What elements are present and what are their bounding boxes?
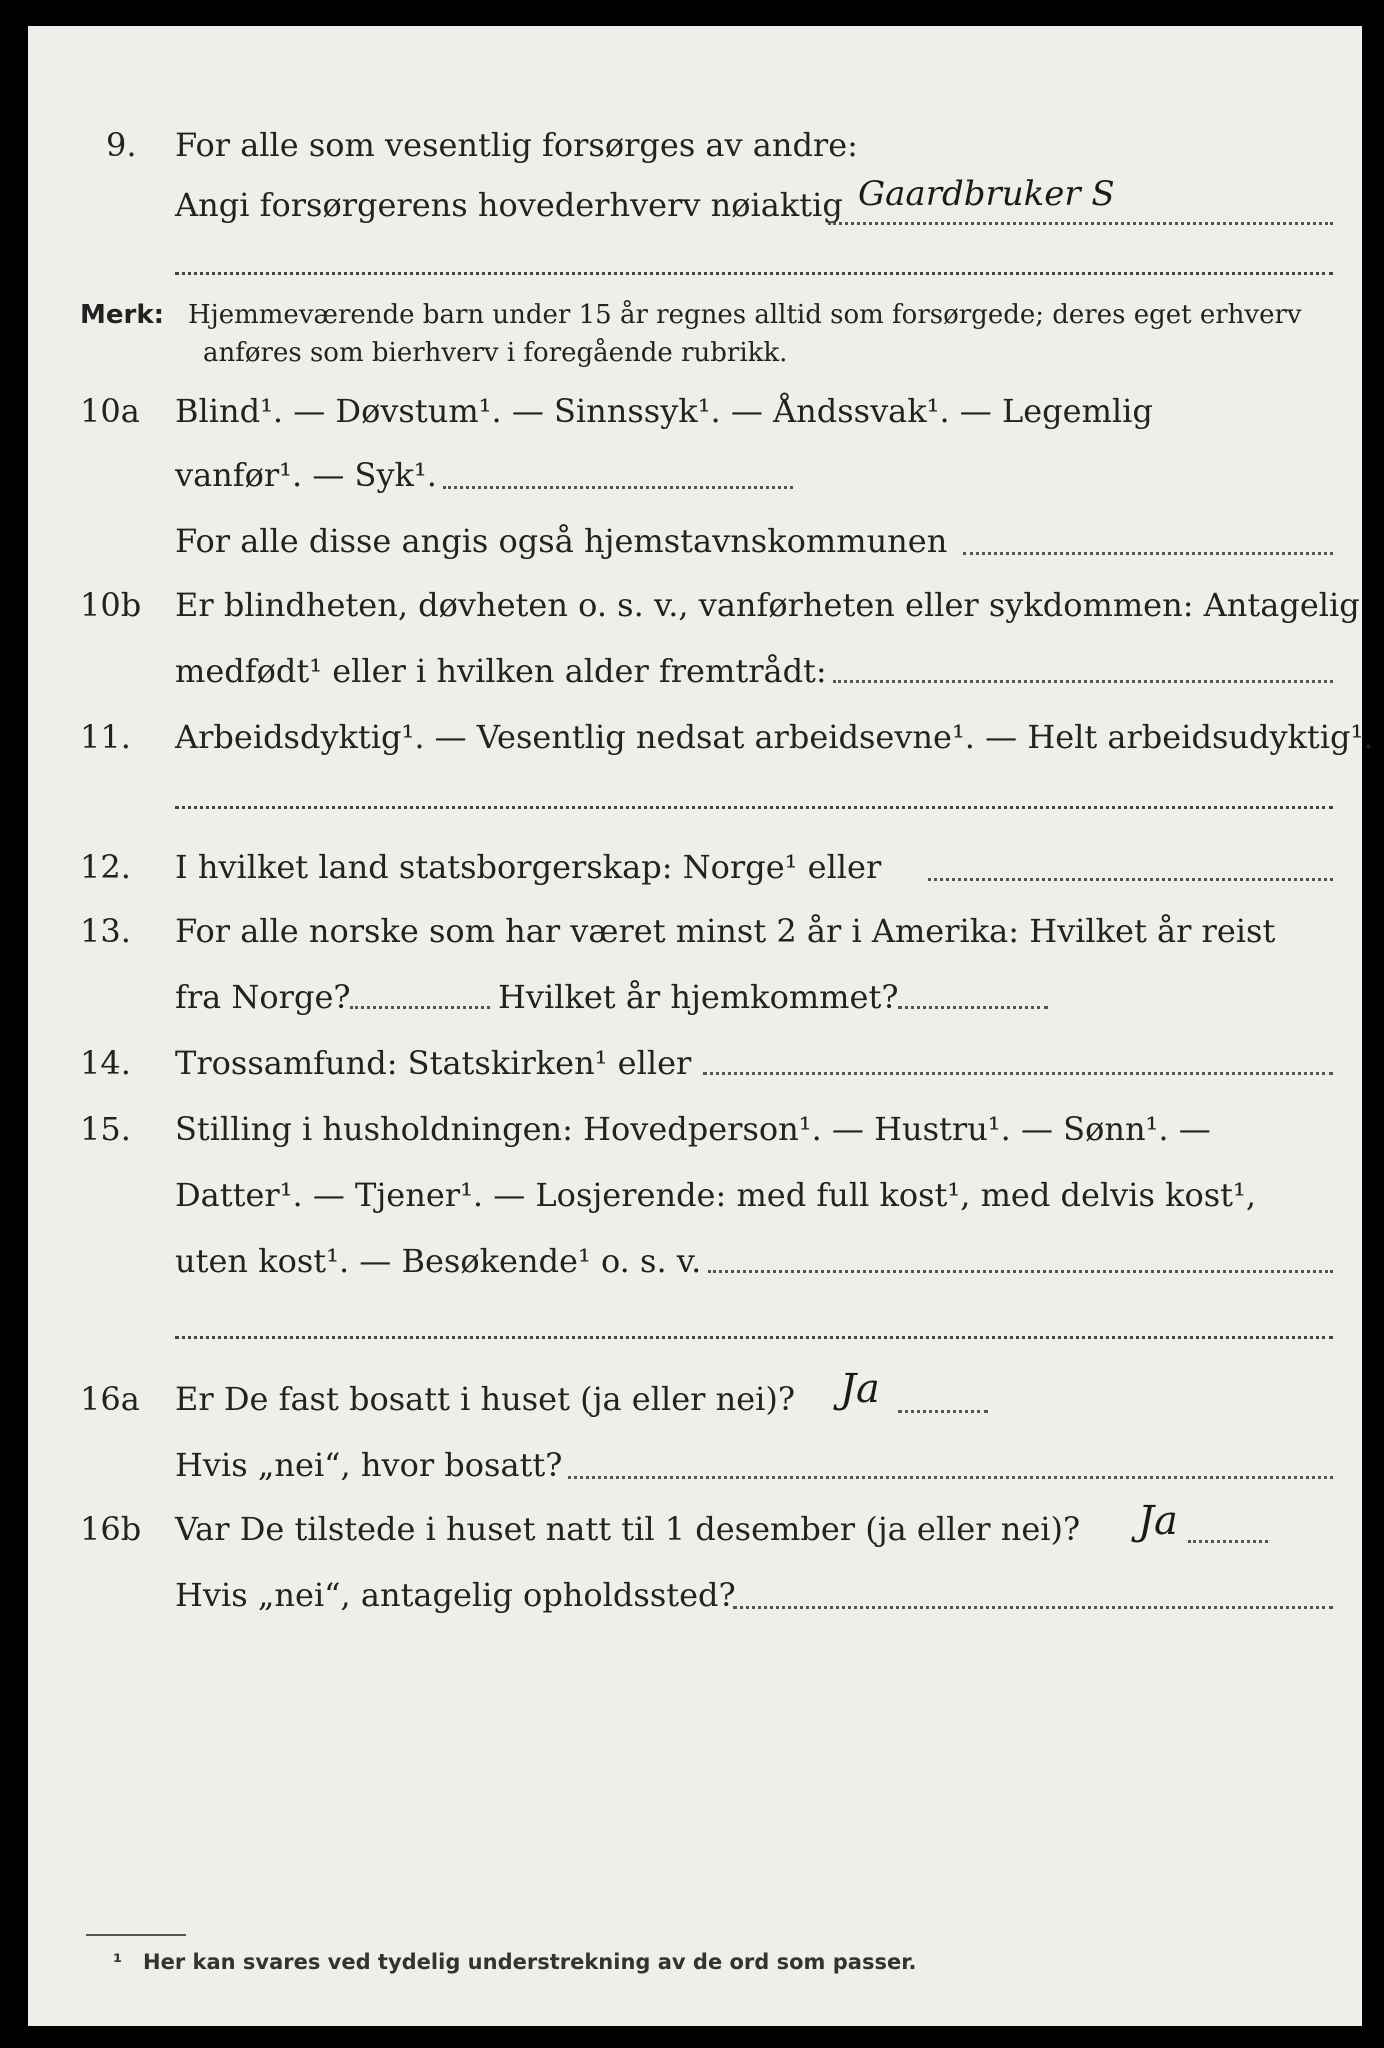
question-text: For alle disse angis også hjemstavnskommunen xyxy=(175,522,948,560)
question-number: 9. xyxy=(106,126,137,164)
answer-line xyxy=(733,1606,1333,1609)
question-text: uten kost¹. — Besøkende¹ o. s. v. xyxy=(175,1242,702,1280)
note-text: Hjemmeværende barn under 15 år regnes alltid som forsørgede; deres eget erhverv xyxy=(188,300,1302,330)
census-form-page xyxy=(28,26,1374,2026)
question-text: fra Norge? xyxy=(175,978,351,1016)
note-label: Merk: xyxy=(80,300,165,330)
question-text: Hvis „nei“, hvor bosatt? xyxy=(175,1446,563,1484)
footnote-rule xyxy=(86,1934,186,1936)
answer-line xyxy=(898,1410,988,1413)
note-text: anføres som bierhverv i foregående rubrikk. xyxy=(203,338,788,368)
answer-line xyxy=(443,486,793,489)
question-text: Hvilket år hjemkommet? xyxy=(498,978,899,1016)
divider-line xyxy=(175,272,1333,275)
footnote-text: Her kan svares ved tydelig understrekning av de ord som passer. xyxy=(143,1950,917,1974)
question-number: 10a xyxy=(80,392,140,430)
handwritten-answer: Ja xyxy=(1138,1498,1178,1544)
divider-line xyxy=(175,806,1333,809)
question-number: 16b xyxy=(80,1510,142,1548)
question-number: 14. xyxy=(80,1044,131,1082)
question-text: Trossamfund: Statskirken¹ eller xyxy=(175,1044,692,1082)
footnote-mark: ¹ xyxy=(113,1950,123,1974)
question-text: Var De tilstede i huset natt til 1 desember (ja eller nei)? xyxy=(175,1510,1081,1548)
question-text: Stilling i husholdningen: Hovedperson¹. — Hustru¹. — Sønn¹. — xyxy=(175,1110,1211,1148)
question-text: I hvilket land statsborgerskap: Norge¹ eller xyxy=(175,848,882,886)
question-number: 10b xyxy=(80,586,142,624)
answer-line xyxy=(828,222,1333,225)
question-text: Angi forsørgerens hovederhverv nøiaktig xyxy=(175,186,843,224)
question-number: 13. xyxy=(80,912,131,950)
answer-line xyxy=(703,1072,1333,1075)
question-number: 11. xyxy=(80,718,131,756)
answer-line xyxy=(568,1476,1333,1479)
answer-line xyxy=(1188,1540,1268,1543)
question-text: Arbeidsdyktig¹. — Vesentlig nedsat arbeidsevne¹. — Helt arbeidsudyktig¹. xyxy=(175,718,1374,756)
question-number: 15. xyxy=(80,1110,131,1148)
question-text: Hvis „nei“, antagelig opholdssted? xyxy=(175,1576,736,1614)
question-text: medfødt¹ eller i hvilken alder fremtrådt: xyxy=(175,652,827,690)
question-text: Er De fast bosatt i huset (ja eller nei)? xyxy=(175,1380,796,1418)
handwritten-answer: Gaardbruker S xyxy=(858,174,1115,214)
question-text: For alle som vesentlig forsørges av andre: xyxy=(175,126,858,164)
question-text: vanfør¹. — Syk¹. xyxy=(175,456,437,494)
answer-line xyxy=(833,680,1333,683)
question-text: Datter¹. — Tjener¹. — Losjerende: med full kost¹, med delvis kost¹, xyxy=(175,1176,1257,1214)
question-number: 16a xyxy=(80,1380,140,1418)
answer-line xyxy=(350,1006,490,1009)
question-text: Blind¹. — Døvstum¹. — Sinnssyk¹. — Åndssvak¹. — Legemlig xyxy=(175,392,1153,430)
handwritten-answer: Ja xyxy=(840,1366,880,1412)
answer-line xyxy=(963,552,1333,555)
answer-line xyxy=(708,1270,1333,1273)
answer-line xyxy=(898,1006,1048,1009)
question-text: Er blindheten, døvheten o. s. v., vanførheten eller sykdommen: Antagelig xyxy=(175,586,1360,624)
divider-line xyxy=(175,1336,1333,1339)
question-text: For alle norske som har været minst 2 år i Amerika: Hvilket år reist xyxy=(175,912,1276,950)
answer-line xyxy=(928,878,1333,881)
question-number: 12. xyxy=(80,848,131,886)
